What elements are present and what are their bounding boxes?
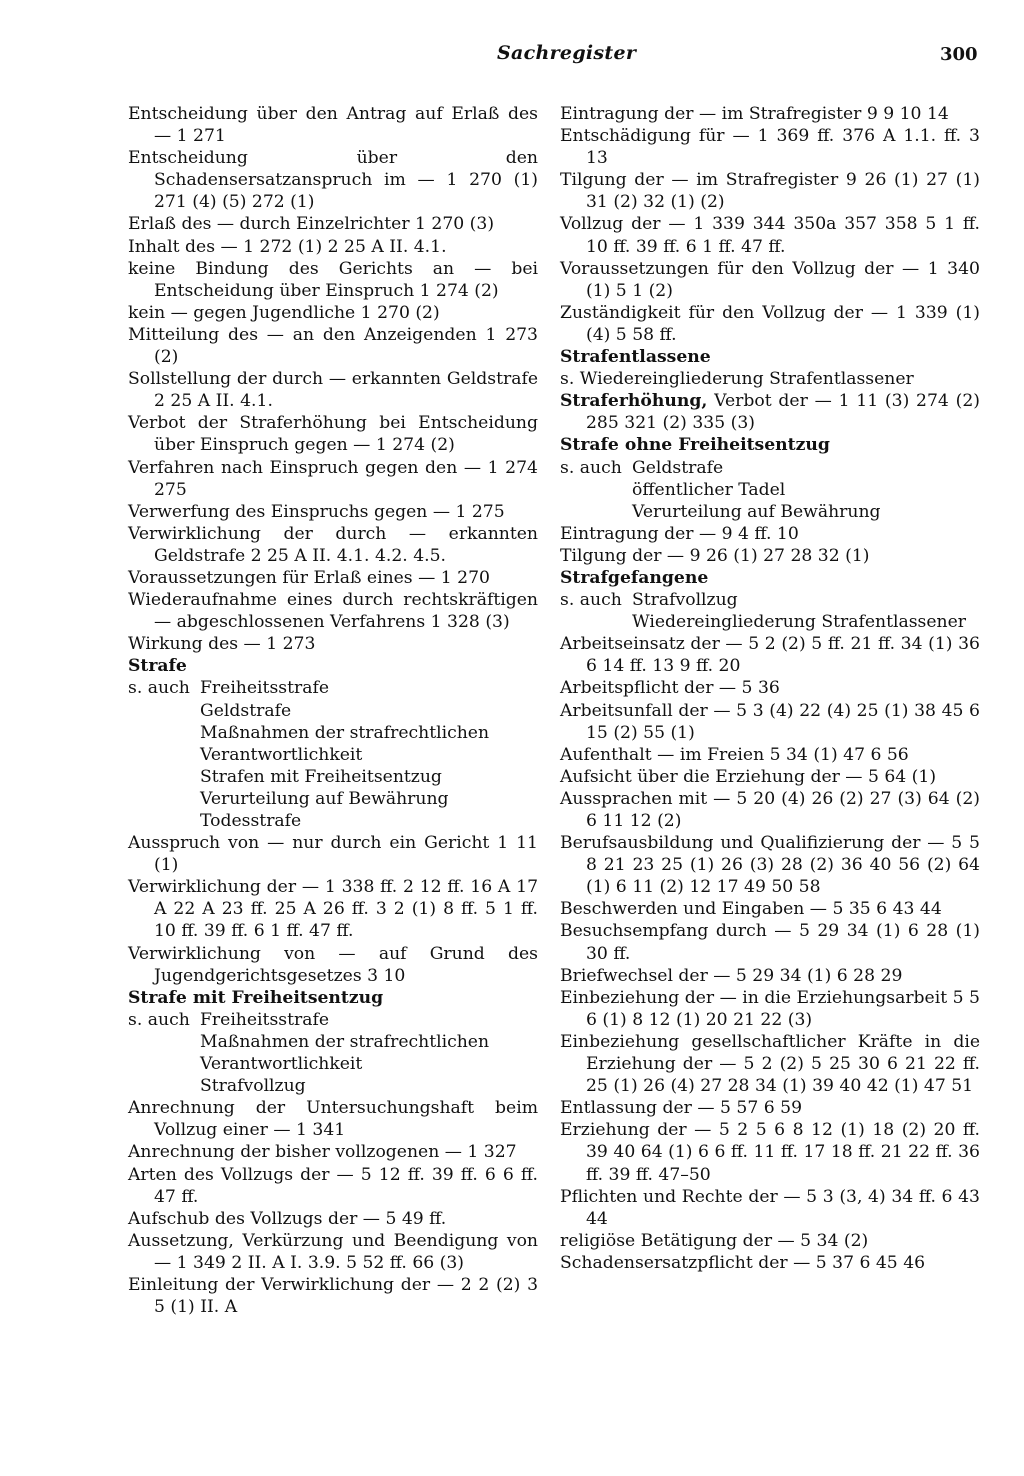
see-also-reference [128, 1009, 538, 1031]
index-entry: Entlassung der — 5 57 6 59 [560, 1098, 803, 1119]
see-also-target: Freiheitsstrafe [200, 678, 329, 699]
index-entry: Wiederaufnahme eines durch rechtskräftigen — abgeschlossenen Verfahrens 1 328 (3) [128, 590, 538, 633]
see-also-label: s. auch [560, 590, 622, 611]
index-entry: religiöse Betätigung der — 5 34 (2) [560, 1230, 869, 1251]
index-entry: Einleitung der Verwirklichung der — 2 2 (2) 3 5 (1) II. A [128, 1274, 538, 1318]
running-title: Sachregister [497, 42, 637, 64]
index-entry: Arbeitspflicht der — 5 36 [560, 678, 780, 699]
index-entry: Tilgung der — 9 26 (1) 27 28 32 (1) [560, 545, 870, 566]
index-entry: Verwirklichung der durch — erkannten Geldstrafe 2 25 A II. 4.1. 4.2. 4.5. [128, 523, 538, 566]
index-entry: Arbeitsunfall der — 5 3 (4) 22 (4) 25 (1) 38 45 6 15 (2) 55 (1) [560, 700, 980, 743]
index-entry: Voraussetzungen für den Vollzug der — 1 340 (1) 5 1 (2) [560, 258, 980, 301]
index-entry: Einbeziehung gesellschaftlicher Kräfte in die Erziehung der — 5 2 (2) 5 25 30 6 21 22 ff. 25 (1) 26 (4) 27 28 34 (1) 39 40 42 (1) 47 51 [560, 1031, 980, 1097]
index-entry: Arten des Vollzugs der — 5 12 ff. 39 ff. 6 6 ff. 47 ff. [128, 1164, 538, 1207]
index-entry: keine Bindung des Gerichts an — bei Entscheidung über Einspruch 1 274 (2) [128, 258, 538, 301]
index-entry: Verwerfung des Einspruchs gegen — 1 275 [128, 501, 505, 522]
index-entry: Einbeziehung der — in die Erziehungsarbeit 5 5 6 (1) 8 12 (1) 20 21 22 (3) [560, 987, 980, 1030]
index-heading: Strafe ohne Freiheitsentzug [560, 435, 830, 456]
index-entry: Briefwechsel der — 5 29 34 (1) 6 28 29 [560, 965, 903, 986]
index-entry: Sollstellung der durch — erkannten Geldstrafe 2 25 A II. 4.1. [128, 369, 538, 412]
index-entry: Arbeitseinsatz der — 5 2 (2) 5 ff. 21 ff. 34 (1) 36 6 14 ff. 13 9 ff. 20 [560, 634, 980, 677]
index-entry: Entscheidung über den Schadensersatzanspruch im — 1 270 (1) 271 (4) (5) 272 (1) [128, 148, 538, 213]
index-entry: Straferhöhung, Verbot der — 1 11 (3) 274 (2) 285 321 (2) 335 (3) [560, 391, 980, 434]
index-entry: Aufsicht über die Erziehung der — 5 64 (1) [560, 766, 937, 787]
index-entry: Entscheidung über den Antrag auf Erlaß des — 1 271 [128, 104, 538, 147]
see-also-label: s. auch [560, 457, 622, 478]
index-entry: Entschädigung für — 1 369 ff. 376 A 1.1. ff. 3 13 [560, 126, 980, 169]
index-entry: Vollzug der — 1 339 344 350a 357 358 5 1 ff. 10 ff. 39 ff. 6 1 ff. 47 ff. [560, 214, 980, 257]
see-also-label: s. auch [128, 1009, 190, 1030]
index-entry: Erziehung der — 5 2 5 6 8 12 (1) 18 (2) 20 ff. 39 40 64 (1) 6 6 ff. 11 ff. 17 18 ff. 21 22 ff. 36 ff. 39 ff. 47–50 [560, 1120, 980, 1185]
index-heading: Strafgefangene [560, 567, 709, 588]
index-entry: Anrechnung der Untersuchungshaft beim Vollzug einer — 1 341 [128, 1098, 538, 1141]
index-entry: Ausspruch von — nur durch ein Gericht 1 11 (1) [128, 833, 538, 876]
index-entry: kein — gegen Jugendliche 1 270 (2) [128, 302, 440, 323]
index-heading: Strafe [128, 656, 187, 677]
index-entry: Schadensersatzpflicht der — 5 37 6 45 46 [560, 1252, 926, 1273]
see-also-target: Wiedereingliederung Strafentlassener [632, 612, 966, 633]
see-also-target: öffentlicher Tadel [632, 479, 786, 500]
index-entry: Zuständigkeit für den Vollzug der — 1 339 (1) (4) 5 58 ff. [560, 302, 980, 345]
index-entry: Erlaß des — durch Einzelrichter 1 270 (3) [128, 214, 495, 235]
index-entry: Inhalt des — 1 272 (1) 2 25 A II. 4.1. [128, 236, 447, 257]
index-entry: Aussprachen mit — 5 20 (4) 26 (2) 27 (3) 64 (2) 6 11 12 (2) [560, 788, 980, 831]
index-heading: Strafentlassene [560, 347, 711, 368]
see-also-target: Strafvollzug [200, 1076, 306, 1097]
index-entry: Aufschub des Vollzugs der — 5 49 ff. [128, 1208, 447, 1229]
index-entry: Verwirklichung der — 1 338 ff. 2 12 ff. 16 A 17 A 22 A 23 ff. 25 A 26 ff. 3 2 (1) 8 ff. 5 1 ff. 10 ff. 39 ff. 6 1 ff. 47 ff. [128, 877, 538, 942]
index-entry: Mitteilung des — an den Anzeigenden 1 273 (2) [128, 324, 538, 368]
index-entry: Beschwerden und Eingaben — 5 35 6 43 44 [560, 899, 942, 920]
see-also-target: Geldstrafe [632, 457, 724, 478]
index-entry: Verbot der Straferhöhung bei Entscheidung über Einspruch gegen — 1 274 (2) [128, 413, 538, 456]
see-also-target: Todesstrafe [200, 811, 302, 831]
index-entry: Voraussetzungen für Erlaß eines — 1 270 [128, 567, 490, 588]
index-entry: Eintragung der — 9 4 ff. 10 [560, 523, 799, 544]
index-heading: Straferhöhung, [560, 391, 708, 412]
see-also-target: Geldstrafe [200, 700, 292, 721]
index-entry: Verfahren nach Einspruch gegen den — 1 274 275 [128, 457, 538, 500]
see-also-target: Maßnahmen der strafrechtlichen Verantwortlichkeit [200, 722, 490, 765]
index-entry: Pflichten und Rechte der — 5 3 (3, 4) 34 ff. 6 43 44 [560, 1186, 980, 1229]
see-also-target: Freiheitsstrafe [200, 1009, 329, 1030]
see-also-target: Verurteilung auf Bewährung [632, 501, 881, 522]
index-column-right [560, 103, 980, 1274]
index-entry: Tilgung der — im Strafregister 9 26 (1) 27 (1) 31 (2) 32 (1) (2) [560, 170, 980, 213]
index-entry: Eintragung der — im Strafregister 9 9 10 14 [560, 104, 949, 124]
index-entry: Aufenthalt — im Freien 5 34 (1) 47 6 56 [560, 744, 909, 765]
see-also-reference [560, 589, 980, 611]
index-entry: Berufsausbildung und Qualifizierung der — 5 5 8 21 23 25 (1) 26 (3) 28 (2) 36 40 56 (2) 64 (1) 6 11 (2) 12 17 49 50 58 [560, 833, 980, 898]
see-also-label: s. auch [128, 678, 190, 699]
see-also-target: Maßnahmen der strafrechtlichen Verantwortlichkeit [200, 1031, 490, 1075]
see-also-reference [128, 677, 538, 699]
index-entry: Wirkung des — 1 273 [128, 634, 316, 655]
see-reference: s. Wiedereingliederung Strafentlassener [560, 369, 914, 390]
index-entry: Verwirklichung von — auf Grund des Jugendgerichtsgesetzes 3 10 [128, 943, 538, 986]
index-heading: Strafe mit Freiheitsentzug [128, 987, 384, 1008]
index-entry: Anrechnung der bisher vollzogenen — 1 327 [128, 1142, 517, 1163]
index-entry: Besuchsempfang durch — 5 29 34 (1) 6 28 (1) 30 ff. [560, 921, 980, 964]
index-entry: Aussetzung, Verkürzung und Beendigung von — 1 349 2 II. A I. 3.9. 5 52 ff. 66 (3) [128, 1230, 538, 1273]
see-also-reference [560, 457, 980, 479]
see-also-target: Strafvollzug [632, 590, 738, 611]
see-also-target: Strafen mit Freiheitsentzug [200, 766, 442, 787]
page-number: 300 [940, 44, 978, 65]
see-also-target: Verurteilung auf Bewährung [200, 788, 449, 809]
index-column-left [128, 103, 538, 1318]
